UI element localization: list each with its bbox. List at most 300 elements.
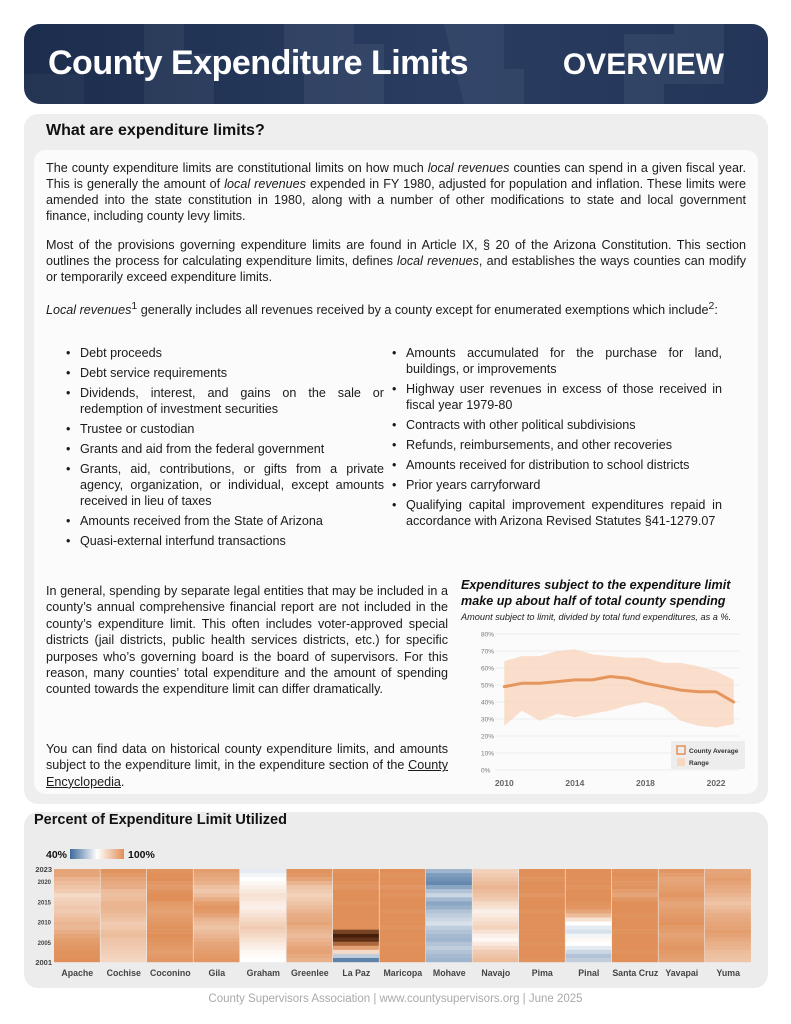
heatmap-cell: [426, 938, 472, 942]
heatmap-cell: [612, 918, 658, 922]
county-label: Yuma: [716, 968, 741, 978]
heatmap-cell: [426, 922, 472, 926]
heatmap-cell: [333, 913, 379, 917]
heatmap-cell: [194, 909, 240, 913]
heatmap-cell: [612, 897, 658, 901]
heatmap-cell: [473, 897, 519, 901]
heatmap-cell: [287, 885, 333, 889]
heatmap-cell: [473, 922, 519, 926]
heatmap-cell: [426, 918, 472, 922]
heatmap-cell: [194, 950, 240, 954]
heatmap-cell: [240, 926, 286, 930]
heatmap-cell: [101, 873, 147, 877]
heatmap-cell: [194, 905, 240, 909]
heatmap-cell: [659, 873, 705, 877]
heatmap-cell: [54, 893, 100, 897]
heatmap-cell: [333, 893, 379, 897]
list-item: • Contracts with other political subdivisions: [392, 417, 722, 433]
x-tick-label: 2022: [706, 778, 726, 788]
heatmap-cell: [54, 930, 100, 934]
heatmap-cell: [473, 938, 519, 942]
heatmap-cell: [380, 905, 426, 909]
heatmap-cell: [705, 922, 751, 926]
heatmap-cell: [194, 930, 240, 934]
heatmap-cell: [380, 869, 426, 873]
heatmap-cell: [519, 869, 565, 873]
heatmap-cell: [54, 889, 100, 893]
heatmap-cell: [473, 918, 519, 922]
heatmap-cell: [101, 918, 147, 922]
heatmap-cell: [380, 926, 426, 930]
heatmap-cell: [612, 889, 658, 893]
heatmap-cell: [659, 950, 705, 954]
heatmap-cell: [380, 922, 426, 926]
heatmap-cell: [54, 922, 100, 926]
heatmap-cell: [426, 946, 472, 950]
heatmap-cell: [287, 938, 333, 942]
heatmap-cell: [705, 901, 751, 905]
heatmap-cell: [101, 946, 147, 950]
y-tick-label: 30%: [481, 716, 495, 724]
heatmap-cell: [54, 950, 100, 954]
heatmap-cell: [473, 946, 519, 950]
heatmap-cell: [426, 873, 472, 877]
heatmap-cell: [519, 877, 565, 881]
heatmap-cell: [426, 934, 472, 938]
heatmap-cell: [240, 954, 286, 958]
list-item: • Amounts accumulated for the purchase for land, buildings, or improvements: [392, 345, 722, 377]
heatmap-cell: [659, 905, 705, 909]
heatmap-cell: [333, 869, 379, 873]
chart-title: Expenditures subject to the expenditure limit make up about half of total county spending: [461, 578, 731, 608]
heatmap-cell: [240, 958, 286, 962]
heatmap-cell: [333, 889, 379, 893]
county-label: Mohave: [432, 968, 466, 978]
encyclopedia-text: You can find data on historical county expenditure limits, and amounts subject to the expenditure limit, in the expenditure section of the: [46, 742, 448, 773]
heatmap-cell: [659, 889, 705, 893]
heatmap-cell: [54, 881, 100, 885]
heatmap-cell: [101, 909, 147, 913]
heatmap-cell: [612, 922, 658, 926]
heatmap-cell: [705, 930, 751, 934]
heatmap-cell: [566, 913, 612, 917]
heatmap-cell: [659, 918, 705, 922]
heatmap-cell: [380, 897, 426, 901]
heatmap-cell: [519, 873, 565, 877]
heatmap-cell: [659, 881, 705, 885]
heatmap-cell: [519, 934, 565, 938]
heatmap-cell: [101, 893, 147, 897]
heatmap-cell: [287, 926, 333, 930]
heatmap-cell: [54, 877, 100, 881]
heatmap-cell: [101, 930, 147, 934]
heatmap-cell: [333, 873, 379, 877]
paragraph-definition: The county expenditure limits are constitutional limits on how much local revenues counties can spend in a given fiscal year. This is generally the amount of local revenues expended in FY 1980, adjusted for population and inflation. These limits were amended into the state constitution in 1980, along with a number of other modifications to state and local government finance, including county levy limits.: [46, 161, 746, 223]
heatmap-cell: [147, 869, 193, 873]
heatmap-cell: [240, 881, 286, 885]
legend-label-range: Range: [689, 760, 709, 767]
heatmap-cell: [380, 889, 426, 893]
heatmap-cell: [101, 889, 147, 893]
heatmap-cell: [194, 918, 240, 922]
y-tick-label: 60%: [481, 665, 495, 673]
heatmap-cell: [659, 877, 705, 881]
heatmap-cell: [519, 942, 565, 946]
heatmap-cell: [194, 913, 240, 917]
heatmap-cell: [426, 913, 472, 917]
heatmap-cell: [473, 889, 519, 893]
heatmap-cell: [519, 897, 565, 901]
list-item: • Amounts received for distribution to school districts: [392, 457, 722, 473]
heatmap-cell: [333, 946, 379, 950]
heatmap-cell: [612, 905, 658, 909]
heatmap-cell: [333, 897, 379, 901]
heatmap-cell: [54, 869, 100, 873]
heatmap-cell: [194, 958, 240, 962]
heatmap-cell: [101, 885, 147, 889]
heatmap-cell: [333, 954, 379, 958]
list-item: • Debt proceeds: [66, 345, 384, 361]
heatmap-cell: [612, 893, 658, 897]
legend-label-average: County Average: [689, 748, 739, 755]
heatmap-cell: [287, 909, 333, 913]
legend-swatch-range: [677, 758, 685, 766]
heatmap-cell: [333, 885, 379, 889]
list-item: • Qualifying capital improvement expenditures repaid in accordance with Arizona Revised Statutes §41-1279.07: [392, 497, 722, 529]
heatmap-cell: [287, 905, 333, 909]
heatmap-cell: [147, 930, 193, 934]
heatmap-cell: [519, 954, 565, 958]
x-tick-label: 2014: [565, 778, 585, 788]
heatmap-cell: [287, 897, 333, 901]
heatmap-cell: [659, 954, 705, 958]
heatmap-cell: [240, 930, 286, 934]
paragraph-separate-entities: In general, spending by separate legal entities that may be included in a county’s annual comprehensive financial report are not included in the county’s expenditure limit. This often includes voter-approved special districts (jail districts, public health services districts, etc.) for specific purposes who’s governing board is the board of supervisors. For this reason, many counties’ total expenditure and the amount of spending counted towards the expenditure limit can differ dramatically.: [46, 584, 448, 697]
heatmap-cell: [659, 946, 705, 950]
list-item: • Amounts received from the State of Arizona: [66, 513, 384, 529]
heatmap-cell: [566, 934, 612, 938]
heatmap-cell: [240, 934, 286, 938]
county-label: Pima: [531, 968, 553, 978]
heatmap-cell: [426, 877, 472, 881]
heatmap-cell: [333, 909, 379, 913]
heatmap-cell: [473, 954, 519, 958]
heatmap-cell: [566, 889, 612, 893]
paragraph-encyclopedia: [46, 741, 448, 790]
heatmap-cell: [147, 905, 193, 909]
heatmap-cell: [473, 901, 519, 905]
expenditure-limit-heatmap: [24, 842, 768, 988]
scale-min-label: 40%: [46, 849, 68, 861]
heatmap-cell: [54, 926, 100, 930]
heatmap-cell: [612, 930, 658, 934]
heatmap-cell: [519, 889, 565, 893]
heatmap-cell: [240, 893, 286, 897]
text-card: [34, 150, 758, 794]
y-tick-label: 10%: [481, 750, 495, 758]
heatmap-cell: [333, 926, 379, 930]
heatmap-cell: [566, 881, 612, 885]
y-tick-label: 40%: [481, 699, 495, 707]
y-tick-label: 70%: [481, 648, 495, 656]
heatmap-cell: [566, 950, 612, 954]
heatmap-cell: [54, 897, 100, 901]
heatmap-cell: [473, 950, 519, 954]
heatmap-cell: [519, 901, 565, 905]
heatmap-cell: [333, 930, 379, 934]
heatmap-cell: [380, 958, 426, 962]
heatmap-cell: [426, 889, 472, 893]
heatmap-cell: [705, 889, 751, 893]
heatmap-cell: [659, 930, 705, 934]
heatmap-cell: [240, 922, 286, 926]
year-label: 2001: [35, 958, 52, 967]
heatmap-cell: [147, 873, 193, 877]
heatmap-cell: [54, 873, 100, 877]
heatmap-cell: [705, 881, 751, 885]
county-label: La Paz: [342, 968, 371, 978]
heatmap-cell: [473, 958, 519, 962]
heatmap-cell: [519, 958, 565, 962]
county-encyclopedia-link[interactable]: County Encyclopedia: [46, 758, 448, 789]
heatmap-cell: [519, 913, 565, 917]
heatmap-cell: [287, 958, 333, 962]
heatmap-cell: [333, 950, 379, 954]
heatmap-cell: [101, 881, 147, 885]
heatmap-cell: [287, 893, 333, 897]
heatmap-cell: [473, 905, 519, 909]
heatmap-cell: [333, 877, 379, 881]
heatmap-cell: [380, 877, 426, 881]
heatmap-cell: [240, 889, 286, 893]
heatmap-cell: [705, 909, 751, 913]
heatmap-cell: [519, 938, 565, 942]
heatmap-cell: [194, 877, 240, 881]
heatmap-cell: [705, 946, 751, 950]
heatmap-cell: [287, 869, 333, 873]
heatmap-cell: [473, 881, 519, 885]
heatmap-panel: [24, 812, 768, 988]
heatmap-cell: [147, 918, 193, 922]
heatmap-cell: [333, 918, 379, 922]
heatmap-cell: [101, 942, 147, 946]
heatmap-cell: [473, 942, 519, 946]
heatmap-cell: [566, 901, 612, 905]
heatmap-cell: [566, 942, 612, 946]
heatmap-cell: [380, 873, 426, 877]
heatmap-cell: [519, 893, 565, 897]
heatmap-cell: [194, 897, 240, 901]
county-label: Gila: [208, 968, 226, 978]
county-label: Coconino: [150, 968, 191, 978]
heatmap-cell: [659, 926, 705, 930]
heatmap-cell: [705, 913, 751, 917]
heatmap-cell: [54, 934, 100, 938]
list-item: • Highway user revenues in excess of those received in fiscal year 1979-80: [392, 381, 722, 413]
heatmap-cell: [147, 909, 193, 913]
heatmap-cell: [333, 938, 379, 942]
heatmap-cell: [566, 918, 612, 922]
heatmap-cell: [566, 958, 612, 962]
heatmap-cell: [566, 905, 612, 909]
county-label: Yavapai: [665, 968, 699, 978]
heatmap-cell: [705, 958, 751, 962]
heatmap-cell: [194, 873, 240, 877]
year-label: 2015: [37, 900, 51, 907]
heatmap-cell: [519, 918, 565, 922]
year-label: 2010: [37, 920, 51, 927]
heatmap-cell: [54, 913, 100, 917]
heatmap-cell: [54, 938, 100, 942]
heatmap-cell: [566, 877, 612, 881]
heatmap-cell: [240, 873, 286, 877]
heatmap-cell: [287, 942, 333, 946]
heatmap-cell: [240, 897, 286, 901]
heatmap-cell: [519, 946, 565, 950]
heatmap-cell: [54, 958, 100, 962]
heatmap-cell: [612, 926, 658, 930]
heatmap-cell: [380, 893, 426, 897]
heatmap-cell: [101, 950, 147, 954]
heatmap-cell: [101, 922, 147, 926]
heatmap-cell: [240, 869, 286, 873]
heatmap-cell: [194, 938, 240, 942]
heatmap-cell: [147, 958, 193, 962]
heatmap-cell: [147, 926, 193, 930]
heatmap-cell: [380, 950, 426, 954]
heatmap-cell: [101, 958, 147, 962]
heatmap-cell: [333, 901, 379, 905]
heatmap-cell: [380, 946, 426, 950]
heatmap-cell: [240, 918, 286, 922]
heatmap-cell: [147, 877, 193, 881]
heatmap-cell: [426, 950, 472, 954]
county-label: Greenlee: [290, 968, 329, 978]
heatmap-cell: [659, 897, 705, 901]
heatmap-cell: [426, 909, 472, 913]
section-heading: What are expenditure limits?: [46, 122, 265, 139]
heatmap-cell: [147, 901, 193, 905]
heatmap-cell: [705, 877, 751, 881]
heatmap-cell: [426, 958, 472, 962]
heatmap-cell: [519, 922, 565, 926]
heatmap-cell: [147, 922, 193, 926]
heatmap-cell: [426, 954, 472, 958]
heatmap-cell: [54, 954, 100, 958]
heatmap-cell: [612, 958, 658, 962]
heatmap-cell: [147, 885, 193, 889]
heatmap-cell: [147, 938, 193, 942]
heatmap-cell: [240, 913, 286, 917]
county-label: Apache: [61, 968, 94, 978]
heatmap-cell: [659, 869, 705, 873]
heatmap-cell: [566, 938, 612, 942]
heatmap-cell: [147, 889, 193, 893]
heatmap-cell: [705, 934, 751, 938]
heatmap-cell: [519, 885, 565, 889]
heatmap-cell: [101, 905, 147, 909]
heatmap-cell: [426, 869, 472, 873]
list-item: • Quasi-external interfund transactions: [66, 533, 384, 549]
heatmap-cell: [473, 893, 519, 897]
document-section-label: OVERVIEW: [562, 48, 724, 81]
heatmap-cell: [426, 930, 472, 934]
heatmap-cell: [194, 934, 240, 938]
heatmap-cell: [380, 954, 426, 958]
heatmap-cell: [705, 926, 751, 930]
heatmap-cell: [659, 934, 705, 938]
scale-max-label: 100%: [128, 849, 155, 861]
document-title: County Expenditure Limits: [48, 44, 469, 82]
heatmap-cell: [705, 905, 751, 909]
heatmap-cell: [566, 869, 612, 873]
heatmap-cell: [612, 913, 658, 917]
heatmap-cell: [194, 869, 240, 873]
heatmap-cell: [147, 934, 193, 938]
county-label: Pinal: [578, 968, 600, 978]
heatmap-cell: [519, 881, 565, 885]
heatmap-cell: [612, 885, 658, 889]
heatmap-cell: [426, 893, 472, 897]
heatmap-cell: [194, 901, 240, 905]
heatmap-cell: [380, 930, 426, 934]
list-item: • Prior years carryforward: [392, 477, 722, 493]
overview-panel: [24, 114, 768, 804]
heatmap-cell: [566, 909, 612, 913]
heatmap-cell: [612, 942, 658, 946]
heatmap-cell: [101, 897, 147, 901]
heatmap-cell: [566, 922, 612, 926]
heatmap-cell: [287, 946, 333, 950]
heatmap-cell: [659, 938, 705, 942]
heatmap-cell: [612, 901, 658, 905]
heatmap-cell: [147, 881, 193, 885]
heatmap-cell: [287, 930, 333, 934]
list-item: • Grants and aid from the federal government: [66, 441, 384, 457]
heatmap-cell: [473, 885, 519, 889]
heatmap-cell: [612, 873, 658, 877]
county-label: Navajo: [481, 968, 511, 978]
exemptions-list-left: [66, 345, 384, 553]
year-label: 2005: [37, 940, 51, 947]
heatmap-cell: [240, 885, 286, 889]
heatmap-cell: [287, 913, 333, 917]
heatmap-cell: [240, 909, 286, 913]
heatmap-cell: [380, 901, 426, 905]
heatmap-cell: [519, 905, 565, 909]
county-label: Cochise: [106, 968, 141, 978]
chart-subtitle: Amount subject to limit, divided by total fund expenditures, as a %.: [461, 612, 732, 622]
heatmap-cell: [101, 926, 147, 930]
heatmap-cell: [380, 934, 426, 938]
heatmap-cell: [473, 934, 519, 938]
heatmap-cell: [240, 938, 286, 942]
heatmap-cell: [566, 885, 612, 889]
heatmap-cell: [705, 938, 751, 942]
county-label: Santa Cruz: [612, 968, 659, 978]
heatmap-cell: [473, 926, 519, 930]
heatmap-cell: [194, 942, 240, 946]
heatmap-cell: [147, 946, 193, 950]
heatmap-cell: [519, 950, 565, 954]
heatmap-cell: [705, 893, 751, 897]
heatmap-cell: [287, 889, 333, 893]
y-tick-label: 20%: [481, 733, 495, 741]
heatmap-cell: [705, 873, 751, 877]
heatmap-cell: [240, 950, 286, 954]
heatmap-cell: [612, 934, 658, 938]
heatmap-cell: [287, 918, 333, 922]
